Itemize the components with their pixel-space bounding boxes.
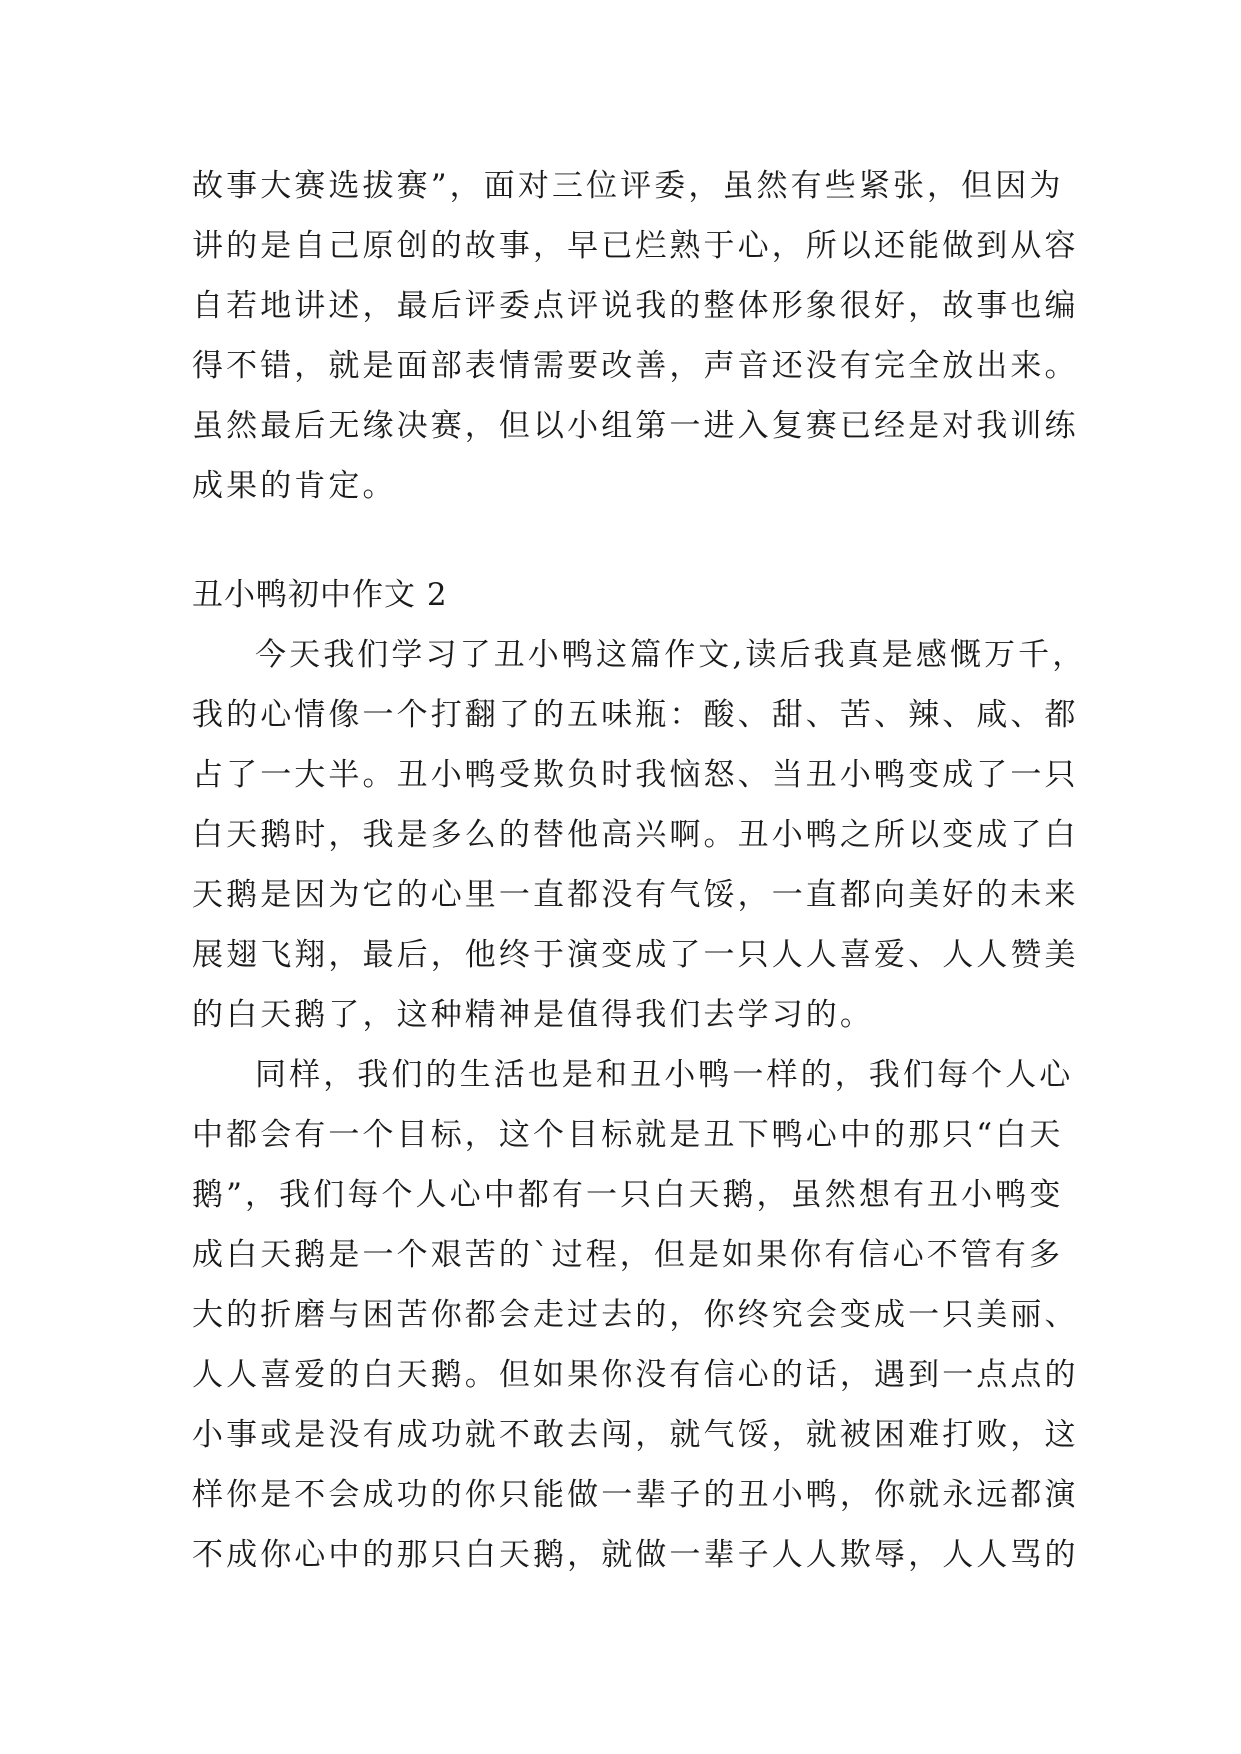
text-line: 同样，我们的生活也是和丑小鸭一样的，我们每个人心 (255, 1057, 1074, 1093)
text-line: 小事或是没有成功就不敢去闯，就气馁，就被困难打败，这 (192, 1417, 1079, 1453)
text-line: 白天鹅时，我是多么的替他高兴啊。丑小鸭之所以变成了白 (192, 817, 1079, 853)
text-line: 成果的肯定。 (192, 468, 397, 504)
text-line: 中都会有一个目标，这个目标就是丑下鸭心中的那只“白天 (192, 1117, 1064, 1153)
text-line: 展翅飞翔，最后，他终于演变成了一只人人喜爱、人人赞美 (192, 937, 1079, 973)
text-line: 大的折磨与困苦你都会走过去的，你终究会变成一只美丽、 (192, 1297, 1079, 1333)
text-line: 故事大赛选拔赛”，面对三位评委，虽然有些紧张，但因为 (192, 168, 1064, 204)
text-line: 鹅”，我们每个人心中都有一只白天鹅，虽然想有丑小鸭变 (192, 1177, 1064, 1213)
text-line: 不成你心中的那只白天鹅，就做一辈子人人欺辱，人人骂的 (192, 1537, 1079, 1573)
section-heading: 丑小鸭初中作文 2 (192, 577, 448, 613)
text-line: 的白天鹅了，这种精神是值得我们去学习的。 (192, 997, 874, 1033)
text-line: 人人喜爱的白天鹅。但如果你没有信心的话，遇到一点点的 (192, 1357, 1079, 1393)
text-line: 虽然最后无缘决赛，但以小组第一进入复赛已经是对我训练 (192, 408, 1079, 444)
text-line: 我的心情像一个打翻了的五味瓶：酸、甜、苦、辣、咸、都 (192, 697, 1079, 733)
text-line: 成白天鹅是一个艰苦的`过程，但是如果你有信心不管有多 (192, 1237, 1064, 1273)
text-line: 讲的是自己原创的故事，早已烂熟于心，所以还能做到从容 (192, 228, 1079, 264)
text-line: 得不错，就是面部表情需要改善，声音还没有完全放出来。 (192, 348, 1079, 384)
text-line: 今天我们学习了丑小鸭这篇作文,读后我真是感慨万千， (255, 637, 1087, 673)
text-line: 自若地讲述，最后评委点评说我的整体形象很好，故事也编 (192, 288, 1079, 324)
text-line: 占了一大半。丑小鸭受欺负时我恼怒、当丑小鸭变成了一只 (192, 757, 1079, 793)
text-line: 样你是不会成功的你只能做一辈子的丑小鸭，你就永远都演 (192, 1477, 1079, 1513)
text-line: 天鹅是因为它的心里一直都没有气馁，一直都向美好的未来 (192, 877, 1079, 913)
